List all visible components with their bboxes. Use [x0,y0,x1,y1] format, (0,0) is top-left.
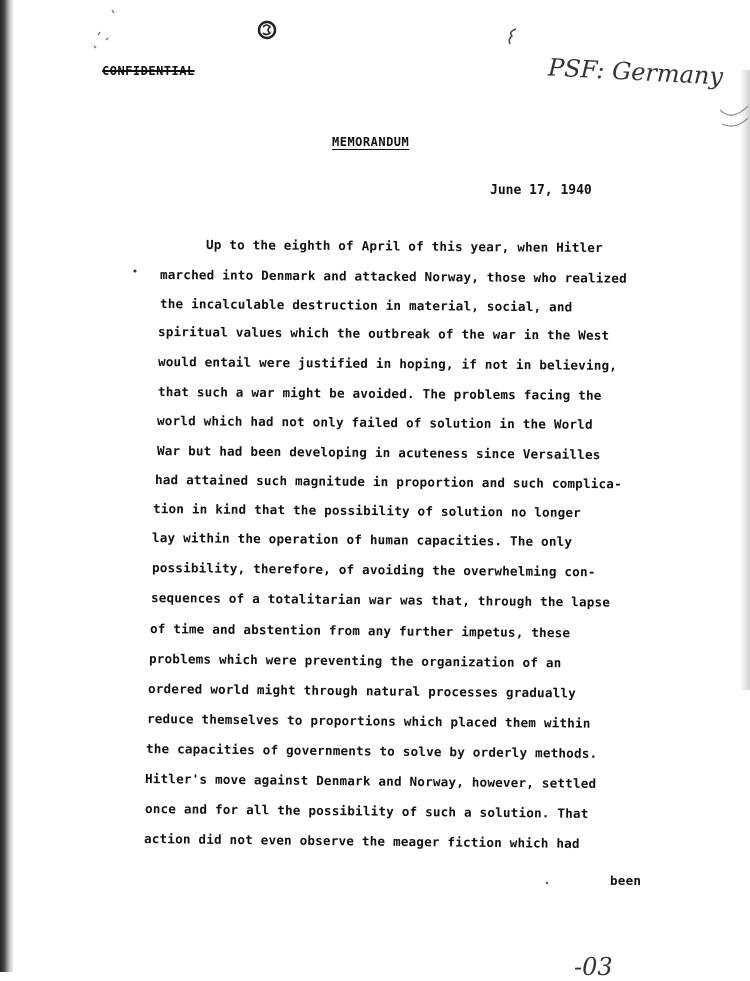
speck-dot-icon [132,268,138,274]
scan-edge [0,0,14,972]
classification-stamp: CONFIDENTIAL [102,64,195,78]
body-line: lay within the operation of human capacities. The only [151,530,573,550]
body-line: Hitler's move against Denmark and Norway, however, settled [144,771,597,791]
body-line: Up to the eighth of April of this year, when Hitler [205,237,603,256]
circle-stamp-icon [256,18,278,42]
handwritten-file-note: PSF: Germany [547,53,724,91]
speck-dot-icon [544,880,550,886]
scan-shadow [740,70,750,690]
body-line: sequences of a totalitarian war was that, through the lapse [150,590,611,610]
body-line: ordered world might through natural processes gradually [147,681,577,701]
body-line: the capacities of governments to solve by orderly methods. [145,741,598,761]
body-line: of time and abstention from any further impetus, these [149,621,571,641]
body-line: had attained such magnitude in proportion and such complica- [154,472,622,492]
corner-scribble-icon [718,92,750,132]
body-line: would entail were justified in hoping, if not in believing, [157,354,618,373]
body-line: action did not even observe the meager fiction which had [143,831,580,851]
body-line: possibility, therefore, of avoiding the overwhelming con- [151,560,596,580]
body-line: War but had been developing in acuteness since Versailles [156,443,601,463]
body-line: world which had not only failed of solution in the World [156,413,593,432]
catchword: been [610,873,642,888]
body-line: that such a war might be avoided. The problems facing the [157,384,602,403]
pencil-mark-icon [504,26,522,48]
memo-date: June 17, 1940 [490,183,592,198]
body-line: problems which were preventing the organization of an [148,651,562,671]
body-line: the incalculable destruction in material, social, and [159,296,573,315]
body-line: spiritual values which the outbreak of the war in the West [157,324,610,343]
page-number: -03 [574,953,613,981]
body-line: tion in kind that the possibility of solution no longer [152,501,582,521]
memo-heading: MEMORANDUM [332,135,410,149]
body-line: marched into Denmark and attacked Norway, those who realized [159,267,627,286]
body-line: reduce themselves to proportions which placed them within [146,711,591,731]
body-line: once and for all the possibility of such a solution. That [144,801,589,821]
speck-mark-icon [88,8,118,52]
